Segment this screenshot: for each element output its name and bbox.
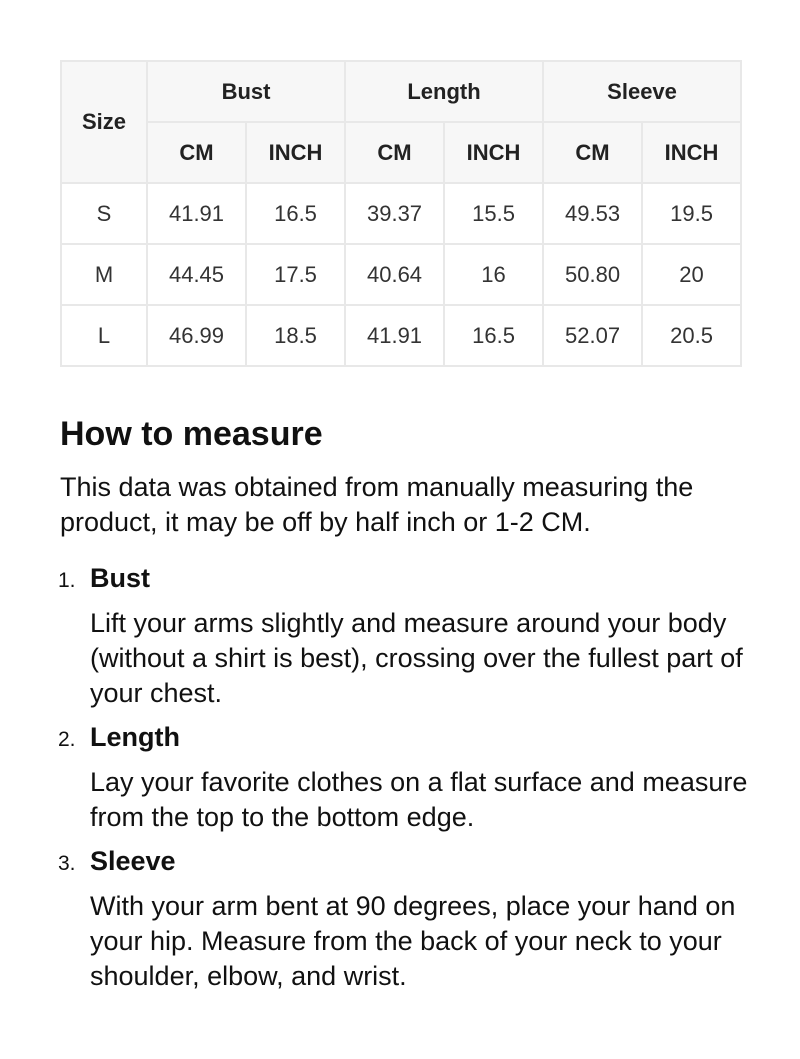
measure-steps-list: [60, 562, 760, 994]
step-heading: Length: [90, 722, 180, 752]
bust-group-header: Bust: [147, 61, 345, 122]
step-description: Lift your arms slightly and measure around your body (without a shirt is best), crossing over the fullest part of your chest.: [90, 608, 743, 708]
length-inch-cell: 15.5: [444, 183, 543, 244]
sleeve-inch-cell: 20.5: [642, 305, 741, 366]
size-column-header: Size: [61, 61, 147, 183]
length-cm-cell: 39.37: [345, 183, 444, 244]
length-group-header: Length: [345, 61, 543, 122]
bust-cm-cell: 41.91: [147, 183, 246, 244]
sleeve-cm-cell: 49.53: [543, 183, 642, 244]
length-cm-cell: 40.64: [345, 244, 444, 305]
table-row: [61, 244, 741, 305]
bust-inch-cell: 17.5: [246, 244, 345, 305]
table-header-row-units: [61, 122, 741, 183]
bust-inch-cell: 18.5: [246, 305, 345, 366]
how-to-measure-section: [60, 412, 760, 1004]
measure-step-sleeve: [60, 845, 760, 994]
bust-inch-header: INCH: [246, 122, 345, 183]
sleeve-inch-cell: 19.5: [642, 183, 741, 244]
bust-cm-cell: 46.99: [147, 305, 246, 366]
table-row: [61, 305, 741, 366]
measure-intro-text: This data was obtained from manually measuring the product, it may be off by half inch or 1-2 CM.: [60, 472, 694, 537]
measure-step-bust: [60, 562, 760, 711]
how-to-measure-title: How to measure: [60, 415, 323, 453]
length-cm-header: CM: [345, 122, 444, 183]
step-description: With your arm bent at 90 degrees, place your hand on your hip. Measure from the back of your neck to your shoulder, elbow, and wrist.: [90, 891, 736, 991]
sleeve-inch-cell: 20: [642, 244, 741, 305]
step-number: 3.: [58, 852, 76, 875]
table-header-row-groups: [61, 61, 741, 122]
bust-cm-cell: 44.45: [147, 244, 246, 305]
table-row: [61, 183, 741, 244]
size-chart-table: [60, 60, 742, 367]
length-cm-cell: 41.91: [345, 305, 444, 366]
step-heading: Sleeve: [90, 846, 176, 876]
step-description: Lay your favorite clothes on a flat surface and measure from the top to the bottom edge.: [90, 767, 748, 832]
size-cell: S: [61, 183, 147, 244]
size-cell: L: [61, 305, 147, 366]
measure-step-length: [60, 721, 760, 835]
sleeve-cm-header: CM: [543, 122, 642, 183]
sleeve-cm-cell: 50.80: [543, 244, 642, 305]
bust-inch-cell: 16.5: [246, 183, 345, 244]
length-inch-header: INCH: [444, 122, 543, 183]
sleeve-inch-header: INCH: [642, 122, 741, 183]
sleeve-group-header: Sleeve: [543, 61, 741, 122]
size-cell: M: [61, 244, 147, 305]
length-inch-cell: 16: [444, 244, 543, 305]
bust-cm-header: CM: [147, 122, 246, 183]
length-inch-cell: 16.5: [444, 305, 543, 366]
step-heading: Bust: [90, 563, 150, 593]
sleeve-cm-cell: 52.07: [543, 305, 642, 366]
step-number: 2.: [58, 728, 76, 751]
step-number: 1.: [58, 569, 76, 592]
